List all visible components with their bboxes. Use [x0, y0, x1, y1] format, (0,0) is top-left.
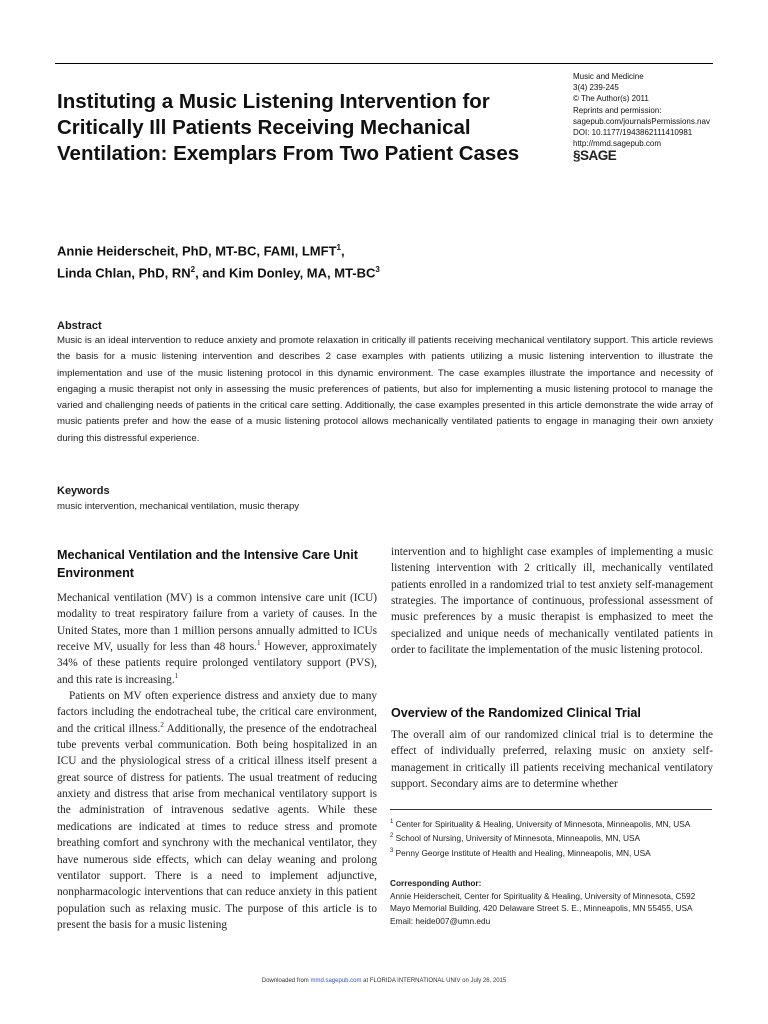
- right-column-bottom: [391, 727, 713, 792]
- affiliation-note: [390, 845, 713, 859]
- citation-ref: 1: [256, 639, 261, 648]
- paragraph: intervention and to highlight case examples of implementing a music listening intervention with 2 critically ill, mechanically ventilated patients enrolled in a randomized trial to test anxiety self-management strategies. The importance of continuous, professional assessment of music preferences by a music therapist is emphasized to meet the specialized and unique needs of mechanically ventilated patients in order to facilitate the implementation of the music listening protocol.: [391, 546, 713, 657]
- journal-site-link[interactable]: http://mmd.sagepub.com: [573, 139, 662, 149]
- paragraph-text: Patients on MV often experience distress and anxiety due to many factors including the endotracheal tube, the critical care environment, and the critical illness.: [57, 690, 377, 735]
- paragraph-text: Additionally, the presence of the endotracheal tube prevents verbal communication. Both being hospitalized in an ICU and the physiological stress of a critical illness itself present a great source of distress for patients. The usual treatment of reducing anxiety and distress that arise from mechanical ventilatory support is the administration of intravenous sedative agents. While these medications are indicated at times to reduce stress and promote breathing comfort and synchrony with the mechanical ventilator, they have numerous side effects, which can delay weaning and prolong ventilator support. There is a need to implement adjunctive, nonpharmacologic interventions that can reduce anxiety in this patient population such as relaxing music. The purpose of this article is to present the basis for a music listening: [57, 722, 377, 931]
- journal-reprints: Reprints and permission:: [573, 105, 662, 115]
- article-title: Instituting a Music Listening Intervention for Critically Ill Patients Receiving Mechanical Ventilation: Exemplars From Two Patient Cases: [57, 90, 520, 165]
- affiliation-marker: 2: [190, 265, 196, 275]
- section-heading-rct: Overview of the Randomized Clinical Trial: [391, 706, 641, 720]
- affiliation-marker: 1: [336, 243, 341, 252]
- author-name: Kim Donley, MA, MT-BC: [229, 265, 376, 281]
- keywords-text: music intervention, mechanical ventilation, music therapy: [57, 501, 300, 512]
- citation-ref: 2: [160, 720, 164, 729]
- affiliation-text: School of Nursing, University of Minnesota, Minneapolis, MN, USA: [393, 833, 641, 844]
- footnote-rule: [390, 809, 712, 810]
- download-footer: [0, 978, 768, 984]
- author-separator: , and: [195, 265, 230, 281]
- corresponding-author-email[interactable]: Email: heide007@umn.edu: [390, 915, 491, 926]
- left-column: [57, 590, 377, 933]
- affiliation-number: 2: [390, 833, 394, 840]
- paragraph-text: Mechanical ventilation (MV) is a common intensive care unit (ICU) modality to treat respiratory failure from a variety of causes. In the United States, more than 1 million persons annually admitted to ICUs receive MV, usually for less than 48 hours.: [57, 592, 377, 654]
- paragraph-text: However, approximately 34% of these patients require prolonged ventilatory support (PVS), and this rate is increasing.: [57, 641, 377, 686]
- permissions-link[interactable]: sagepub.com/journalsPermissions.nav: [573, 116, 710, 126]
- affiliation-number: 3: [390, 847, 394, 854]
- abstract-heading: Abstract: [57, 320, 102, 332]
- journal-doi[interactable]: DOI: 10.1177/1943862111410981: [573, 128, 693, 138]
- affiliation-text: Penny George Institute of Health and Healing, Minneapolis, MN, USA: [393, 847, 651, 858]
- keywords-heading: Keywords: [57, 485, 110, 497]
- abstract-text: Music is an ideal intervention to reduce anxiety and promote relaxation in critically ill patients receiving mechanical ventilatory support. This article reviews the basis for a music listening intervention and describes 2 case examples with patients utilizing a music listening intervention to illustrate the implementation and use of the music listening protocol in this dynamic environment. The case examples illustrate the importance and necessity of engaging a music therapist not only in assessing the music preferences of patients, but also for implementing a music listening protocol to manage the varied and challenging needs of patients in the critical care setting. Additionally, the case examples presented in this article demonstrate the wide array of music patients prefer and how the ease of a music listening protocol allows mechanically ventilated patients to engage in managing their own anxiety during this distressful experience.: [57, 335, 713, 444]
- journal-info: [573, 71, 723, 149]
- affiliation-note: [390, 816, 713, 830]
- affiliation-note: [390, 830, 713, 844]
- sage-logo: [573, 148, 616, 163]
- author-list: [57, 238, 537, 283]
- corresponding-author-heading: Corresponding Author:: [390, 878, 482, 889]
- journal-copyright: © The Author(s) 2011: [573, 94, 649, 104]
- right-column-top: [391, 544, 713, 658]
- paragraph: [57, 590, 377, 688]
- author-separator: ,: [340, 243, 345, 259]
- paragraph: [57, 688, 377, 933]
- corresponding-author-address: Annie Heiderscheit, Center for Spirituality & Healing, University of Minnesota, C592 Mayo Memorial Building, 420 Delaware Street S. E., Minneapolis, MN 55455, USA: [390, 890, 696, 914]
- sage-logo-icon: §: [573, 148, 581, 163]
- top-rule: [55, 63, 713, 64]
- sage-logo-text: SAGE: [580, 148, 617, 163]
- author-name: Linda Chlan, PhD, RN: [57, 265, 191, 281]
- footnotes: [390, 816, 713, 927]
- author-name: Annie Heiderscheit, PhD, MT-BC, FAMI, LMFT: [57, 243, 337, 259]
- paragraph: The overall aim of our randomized clinical trial is to determine the effect of individually preferred, relaxing music on anxiety self-management in critically ill patients receiving mechanical ventilatory support. Secondary aims are to determine whether: [391, 729, 713, 791]
- citation-ref: 1: [174, 671, 179, 680]
- journal-issue: 3(4) 239-245: [573, 83, 619, 93]
- footer-text: at FLORIDA INTERNATIONAL UNIV on July 26, 2015: [361, 978, 507, 984]
- footer-link[interactable]: mmd.sagepub.com: [310, 978, 362, 984]
- affiliation-number: 1: [390, 819, 394, 825]
- footer-text: Downloaded from: [261, 978, 311, 984]
- section-heading-mv: Mechanical Ventilation and the Intensive Care Unit Environment: [57, 548, 358, 580]
- affiliation-marker: 3: [375, 265, 380, 275]
- journal-name: Music and Medicine: [573, 72, 644, 81]
- affiliation-text: Center for Spirituality & Healing, University of Minnesota, Minneapolis, MN, USA: [393, 818, 691, 829]
